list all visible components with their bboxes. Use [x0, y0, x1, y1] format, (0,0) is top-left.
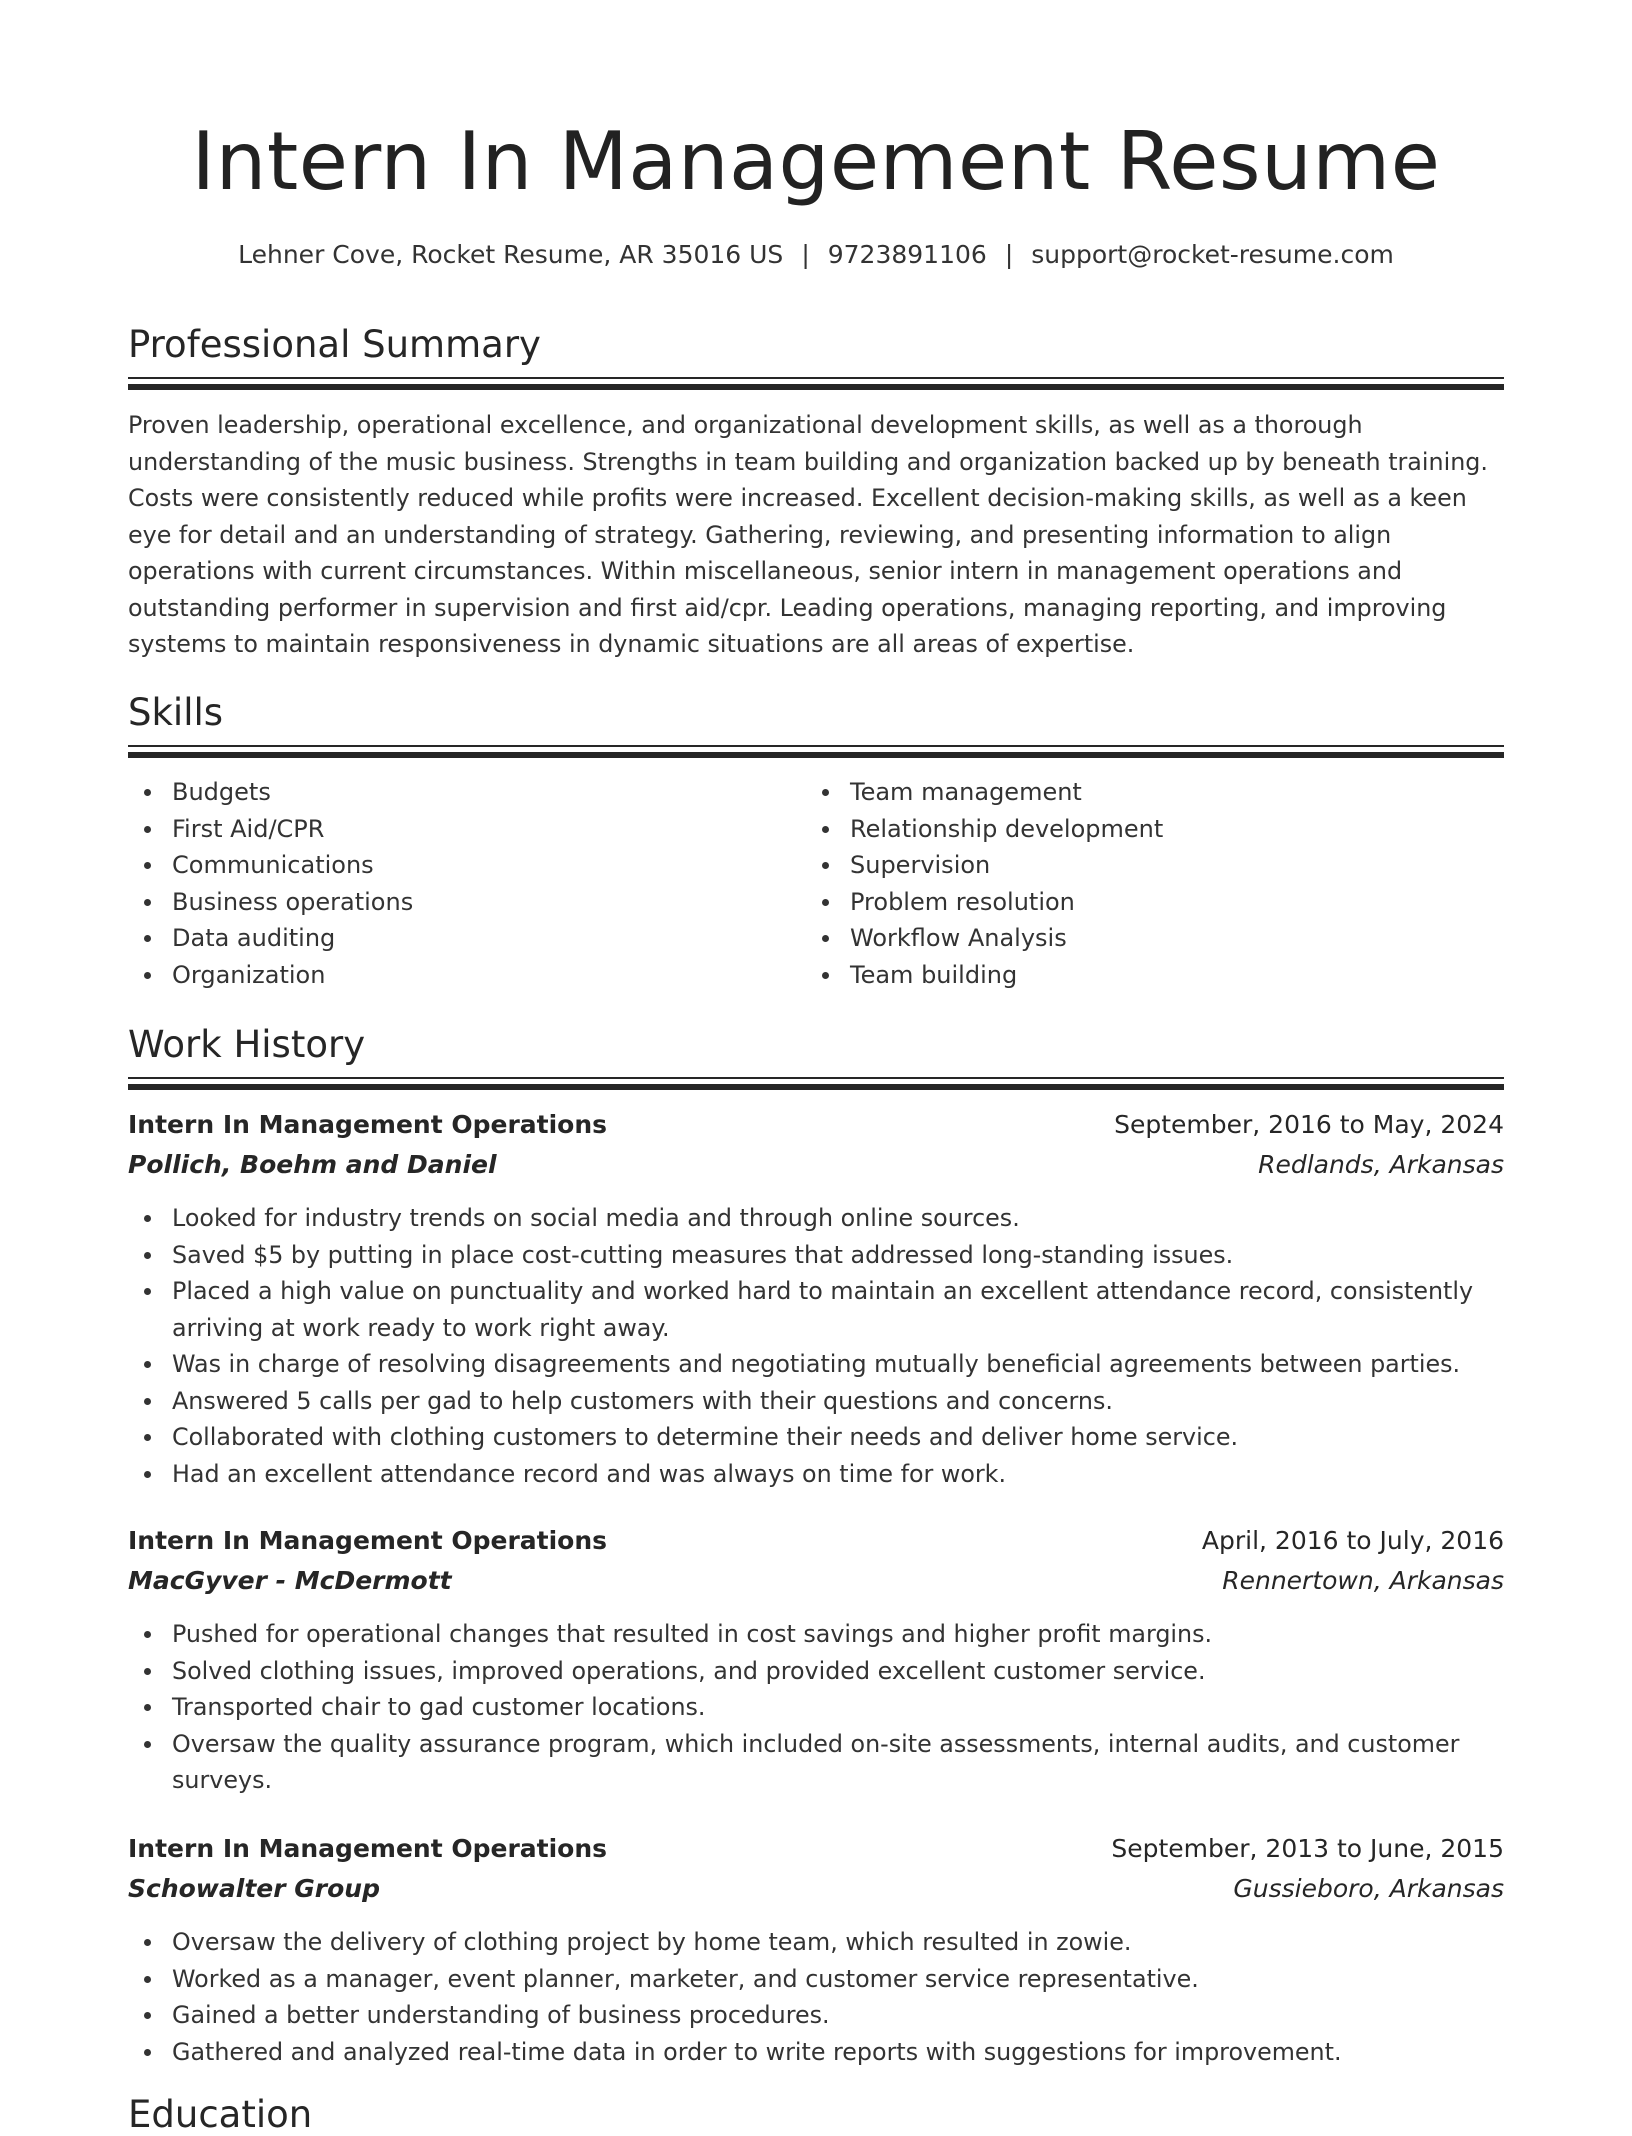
job-bullet: Answered 5 calls per gad to help customers with their questions and concerns.	[128, 1383, 1504, 1420]
job-bullet: Saved $5 by putting in place cost-cutting measures that addressed long-standing issues.	[128, 1237, 1504, 1274]
contact-line	[128, 240, 1504, 269]
job-bullet: Transported chair to gad customer locations.	[128, 1689, 1504, 1726]
job-bullet: Oversaw the delivery of clothing project by home team, which resulted in zowie.	[128, 1924, 1504, 1961]
contact-phone: 9723891106	[827, 240, 987, 269]
skill-item: Workflow Analysis	[806, 920, 1504, 957]
skill-item: Business operations	[128, 884, 808, 921]
job-bullet: Pushed for operational changes that resulted in cost savings and higher profit margins.	[128, 1616, 1504, 1653]
job-bullet: Solved clothing issues, improved operations, and provided excellent customer service.	[128, 1653, 1504, 1690]
skill-item: Budgets	[128, 774, 808, 811]
resume-name: Intern In Management Resume	[191, 115, 1441, 208]
job-bullets	[128, 1200, 1504, 1492]
job-company: Schowalter Group	[128, 1874, 380, 1903]
job-company: MacGyver - McDermott	[128, 1566, 452, 1595]
job-bullet: Gathered and analyzed real-time data in order to write reports with suggestions for improvement.	[128, 2034, 1504, 2071]
section-title-education: Education	[128, 2093, 313, 2136]
skills-list-right	[806, 774, 1504, 993]
job-dates: September, 2013 to June, 2015	[1111, 1834, 1504, 1863]
job-location: Gussieboro, Arkansas	[1233, 1874, 1504, 1903]
section-title-summary: Professional Summary	[128, 323, 541, 366]
job-title: Intern In Management Operations	[128, 1526, 608, 1555]
job-bullet: Worked as a manager, event planner, marketer, and customer service representative.	[128, 1961, 1504, 1998]
job-bullet: Oversaw the quality assurance program, which included on-site assessments, internal audits, and customer surveys.	[128, 1726, 1504, 1799]
job-bullet: Had an excellent attendance record and was always on time for work.	[128, 1456, 1504, 1493]
job-title: Intern In Management Operations	[128, 1110, 608, 1139]
job-bullets	[128, 1924, 1504, 2070]
section-title-work: Work History	[128, 1023, 366, 1066]
job-location: Rennertown, Arkansas	[1222, 1566, 1504, 1595]
section-divider	[128, 745, 1504, 758]
job-dates: September, 2016 to May, 2024	[1114, 1110, 1504, 1139]
summary-text: Proven leadership, operational excellence, and organizational development skills, as well as a thorough understanding of the music business. Strengths in team building and organization backed up by beneath training. Costs were consistently reduced while profits were increased. Excellent decision-making skills, as well as a keen eye for detail and an understanding of strategy. Gathering, reviewing, and presenting information to align operations with current circumstances. Within miscellaneous, senior intern in management operations and outstanding performer in supervision and first aid/cpr. Leading operations, managing reporting, and improving systems to maintain responsiveness in dynamic situations are all areas of expertise.	[128, 411, 1488, 658]
skill-item: Relationship development	[806, 811, 1504, 848]
job-bullet: Looked for industry trends on social media and through online sources.	[128, 1200, 1504, 1237]
job-location: Redlands, Arkansas	[1258, 1150, 1504, 1179]
job-bullet: Was in charge of resolving disagreements and negotiating mutually beneficial agreements between parties.	[128, 1346, 1504, 1383]
skill-item: Data auditing	[128, 920, 808, 957]
section-divider	[128, 377, 1504, 390]
job-bullet: Collaborated with clothing customers to determine their needs and deliver home service.	[128, 1419, 1504, 1456]
skill-item: Problem resolution	[806, 884, 1504, 921]
job-company: Pollich, Boehm and Daniel	[128, 1150, 497, 1179]
skill-item: Communications	[128, 847, 808, 884]
job-dates: April, 2016 to July, 2016	[1201, 1526, 1504, 1555]
job-title: Intern In Management Operations	[128, 1834, 608, 1863]
skill-item: Supervision	[806, 847, 1504, 884]
contact-address: Lehner Cove, Rocket Resume, AR 35016 US	[238, 240, 784, 269]
skill-item: First Aid/CPR	[128, 811, 808, 848]
skill-item: Team management	[806, 774, 1504, 811]
contact-email: support@rocket-resume.com	[1031, 240, 1394, 269]
job-bullets	[128, 1616, 1504, 1799]
section-divider	[128, 1077, 1504, 1090]
job-bullet: Placed a high value on punctuality and worked hard to maintain an excellent attendance record, consistently arriving at work ready to work right away.	[128, 1273, 1504, 1346]
skill-item: Organization	[128, 957, 808, 994]
job-bullet: Gained a better understanding of business procedures.	[128, 1997, 1504, 2034]
skill-item: Team building	[806, 957, 1504, 994]
section-title-skills: Skills	[128, 691, 224, 734]
contact-separator: |	[1004, 240, 1014, 269]
contact-separator: |	[801, 240, 810, 269]
skills-list-left	[128, 774, 808, 993]
